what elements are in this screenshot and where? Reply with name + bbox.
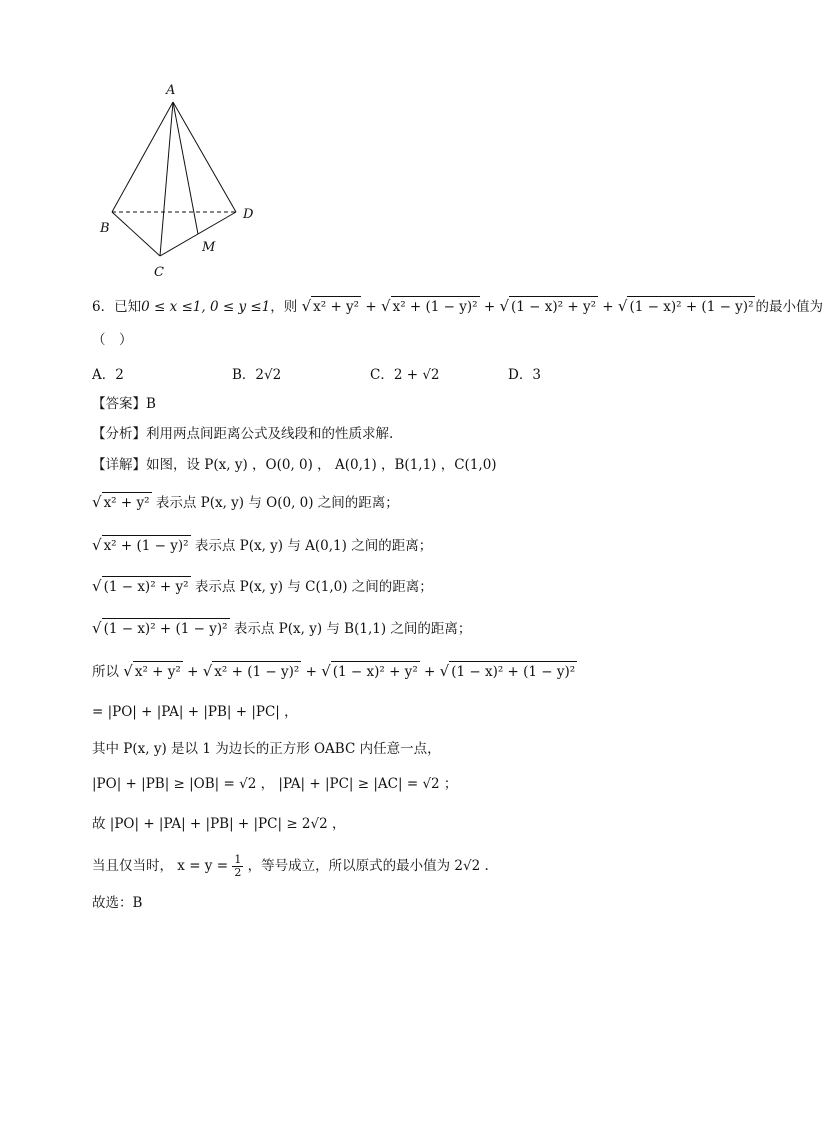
edge-bc [112, 212, 160, 256]
distance-line-1 [92, 492, 399, 513]
fraction-denominator: 2 [234, 866, 242, 879]
equality-line [92, 854, 489, 879]
question-number: 6．已知 [92, 299, 142, 315]
inequality-line: |PO| + |PB| ≥ |OB| = √2 ， |PA| + |PC| ≥ |AC| = √2 ； [92, 776, 458, 792]
question-line: 6．已知0 ≤ x ≤1, 0 ≤ y ≤1，则 √ x² + y² + √ x² + (1 − y)² + √ (1 − x)² + y² + √ (1 − x)² + (1 − y)² 的最小值为 [92, 297, 823, 315]
analysis-line [92, 424, 393, 444]
detail-intro-text: 如图，设 P(x, y) ，O(0, 0) ， A(0,1) ，B(1,1) ，C(1,0) [146, 457, 497, 473]
equality-post: ，等号成立，所以原式的最小值为 2√2 . [247, 858, 489, 874]
detail-tag: 【详解】 [92, 457, 146, 473]
question-connector: ，则 [270, 299, 298, 315]
fraction-one-half [232, 854, 243, 879]
option-d[interactable]: D．3 [508, 367, 541, 383]
label-b: B [100, 221, 110, 236]
where-line: 其中 P(x, y) 是以 1 为边长的正方形 OABC 内任意一点， [92, 741, 441, 757]
edge-ac [160, 102, 173, 256]
choose-line: 故选：B [92, 895, 143, 911]
radical-sign: √ [202, 662, 213, 680]
radical-expr: x² + (1 − y)² [102, 535, 191, 556]
radical-sign: √ [92, 619, 102, 637]
question-condition: 0 ≤ x ≤1, 0 ≤ y ≤1 [141, 299, 271, 315]
radical-sign: √ [92, 493, 102, 511]
radical-expr: x² + (1 − y)² [212, 661, 301, 682]
edge-am [173, 102, 198, 234]
radical-sign: √ [617, 297, 628, 315]
radical-expr: (1 − x)² + (1 − y)² [102, 618, 230, 639]
label-a: A [166, 83, 176, 98]
so-text: 所以 [92, 664, 119, 680]
edge-ab [112, 102, 173, 212]
radical-expr: (1 − x)² + (1 − y)² [449, 661, 577, 682]
option-b[interactable] [232, 363, 281, 383]
label-m: M [202, 240, 216, 255]
sum-line: 所以 √ x² + y² + √ x² + (1 − y)² + √ (1 − x)² + y² + √ (1 − x)² + (1 − y)² [92, 662, 576, 680]
radical-4: (1 − x)² + (1 − y)² [627, 296, 755, 317]
radical-expr: (1 − x)² + y² [102, 576, 191, 597]
radical-expr: x² + y² [133, 661, 183, 682]
option-c-label: C． [370, 367, 394, 383]
distance-text: 表示点 P(x, y) 与 O(0, 0) 之间的距离； [155, 495, 399, 511]
radical-sign: √ [381, 297, 391, 315]
radical-sign: √ [92, 577, 102, 595]
label-d: D [243, 207, 254, 222]
radical-sign: √ [92, 536, 102, 554]
option-c-value: 2 + √2 [393, 367, 440, 383]
distance-line-4 [92, 618, 471, 639]
radical-sign: √ [439, 662, 450, 680]
question-suffix: 的最小值为 [755, 299, 823, 315]
radical-sign: √ [499, 297, 510, 315]
distance-text: 表示点 P(x, y) 与 A(0,1) 之间的距离； [194, 538, 433, 554]
edge-ad [173, 102, 236, 212]
option-a[interactable]: A．2 [92, 367, 124, 383]
answer-blank: （ ） [92, 332, 133, 348]
analysis-tag: 【分析】 [92, 426, 146, 442]
analysis-text: 利用两点间距离公式及线段和的性质求解. [146, 426, 394, 442]
distance-text: 表示点 P(x, y) 与 C(1,0) 之间的距离； [194, 579, 433, 595]
fraction-numerator: 1 [234, 853, 242, 866]
distance-line-2 [92, 535, 432, 556]
label-c: C [154, 265, 164, 280]
radical-2: x² + (1 − y)² [391, 296, 480, 317]
option-c[interactable] [370, 363, 440, 383]
answer-value: B [146, 396, 156, 412]
radical-sign: √ [123, 662, 133, 680]
option-b-label: B． [232, 367, 256, 383]
tetrahedron-figure [98, 80, 268, 280]
radical-expr: (1 − x)² + y² [331, 661, 420, 682]
option-b-value: 2√2 [255, 367, 282, 383]
hence-line: 故 |PO| + |PA| + |PB| + |PC| ≥ 2√2 ， [92, 816, 346, 832]
radical-3: (1 − x)² + y² [509, 296, 598, 317]
detail-intro [92, 455, 497, 475]
radical-1: x² + y² [311, 296, 361, 317]
distance-text: 表示点 P(x, y) 与 B(1,1) 之间的距离； [233, 621, 472, 637]
distance-line-3 [92, 576, 433, 597]
edge-cd [160, 212, 236, 256]
radical-sign: √ [301, 297, 312, 315]
radical-sign: √ [321, 662, 331, 680]
answer-tag: 【答案】 [92, 396, 146, 412]
radical-expr: x² + y² [102, 492, 152, 513]
equality-pre: 当且仅当时， x = y = [92, 858, 229, 874]
sum-equals-line: = |PO| + |PA| + |PB| + |PC| ， [92, 704, 298, 720]
answer-line [92, 394, 156, 414]
